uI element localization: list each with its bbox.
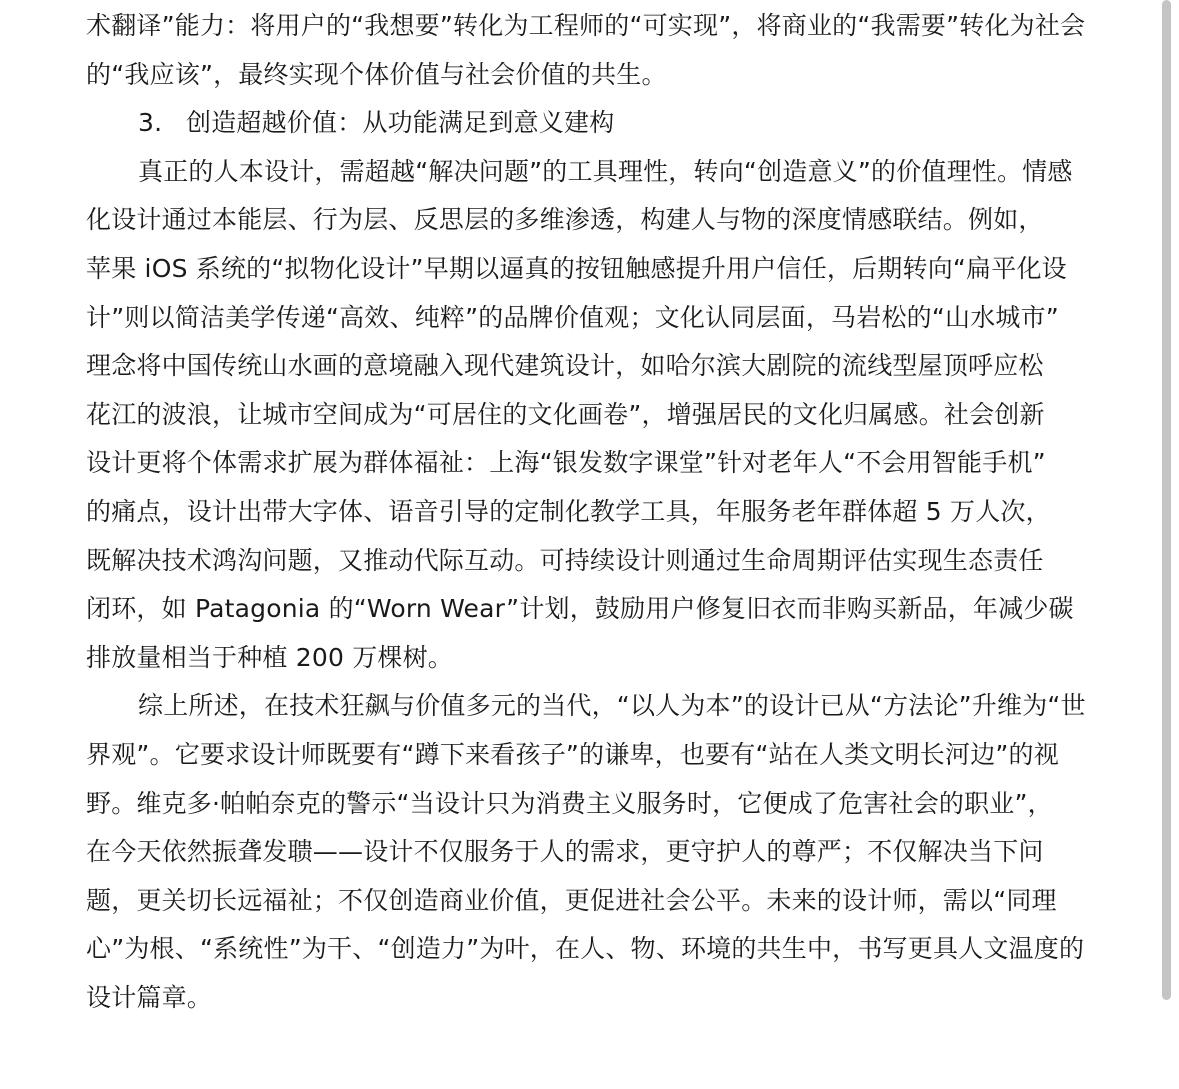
text-line: 计”则以简洁美学传递“高效、纯粹”的品牌价值观；文化认同层面，马岩松的“山水城市”: [86, 302, 1059, 332]
text-line: 在今天依然振聋发聩——设计不仅服务于人的需求，更守护人的尊严；不仅解决当下问: [86, 837, 1044, 867]
vertical-scrollbar[interactable]: [1162, 0, 1171, 1000]
document-body: [86, 2, 1096, 1022]
text-line: 的“我应该”，最终实现个体价值与社会价值的共生。: [86, 59, 667, 89]
text-line: 综上所述，在技术狂飙与价值多元的当代，“以人为本”的设计已从“方法论”升维为“世: [138, 691, 1086, 721]
text-line: 闭环，如 Patagonia 的“Worn Wear”计划，鼓励用户修复旧衣而非购买新品，年减少碳: [86, 594, 1074, 624]
section-title: 创造超越价值：从功能满足到意义建构: [186, 108, 615, 138]
text-line: 苹果 iOS 系统的“拟物化设计”早期以逼真的按钮触感提升用户信任，后期转向“扁平化设: [86, 253, 1067, 283]
text-line: 心”为根、“系统性”为干、“创造力”为叶，在人、物、环境的共生中，书写更具人文温度的: [86, 934, 1085, 964]
text-line: 的痛点，设计出带大字体、语音引导的定制化教学工具，年服务老年群体超 5 万人次，: [86, 496, 1051, 526]
text-line: 既解决技术鸿沟问题，又推动代际互动。可持续设计则通过生命周期评估实现生态责任: [86, 545, 1044, 575]
section-number: 3.: [138, 108, 163, 138]
text-line: 花江的波浪，让城市空间成为“可居住的文化画卷”，增强居民的文化归属感。社会创新: [86, 399, 1045, 429]
text-line: 设计更将个体需求扩展为群体福祉：上海“银发数字课堂”针对老年人“不会用智能手机”: [86, 448, 1046, 478]
text-line: 术翻译”能力：将用户的“我想要”转化为工程师的“可实现”，将商业的“我需要”转化为社会: [86, 11, 1086, 40]
text-line: 排放量相当于种植 200 万棵树。: [86, 642, 454, 672]
text-line: 设计篇章。: [86, 982, 213, 1012]
text-line: 化设计通过本能层、行为层、反思层的多维渗透，构建人与物的深度情感联结。例如，: [86, 205, 1044, 235]
text-line: 野。维克多·帕帕奈克的警示“当设计只为消费主义服务时，它便成了危害社会的职业”，: [86, 788, 1053, 818]
text-line: 真正的人本设计，需超越“解决问题”的工具理性，转向“创造意义”的价值理性。情感: [138, 156, 1073, 186]
section-heading: [86, 99, 1096, 148]
text-line: 理念将中国传统山水画的意境融入现代建筑设计，如哈尔滨大剧院的流线型屋顶呼应松: [86, 351, 1044, 381]
text-line: 界观”。它要求设计师既要有“蹲下来看孩子”的谦卑，也要有“站在人类文明长河边”的视: [86, 739, 1059, 769]
text-line: 题，更关切长远福祉；不仅创造商业价值，更促进社会公平。未来的设计师，需以“同理: [86, 885, 1057, 915]
